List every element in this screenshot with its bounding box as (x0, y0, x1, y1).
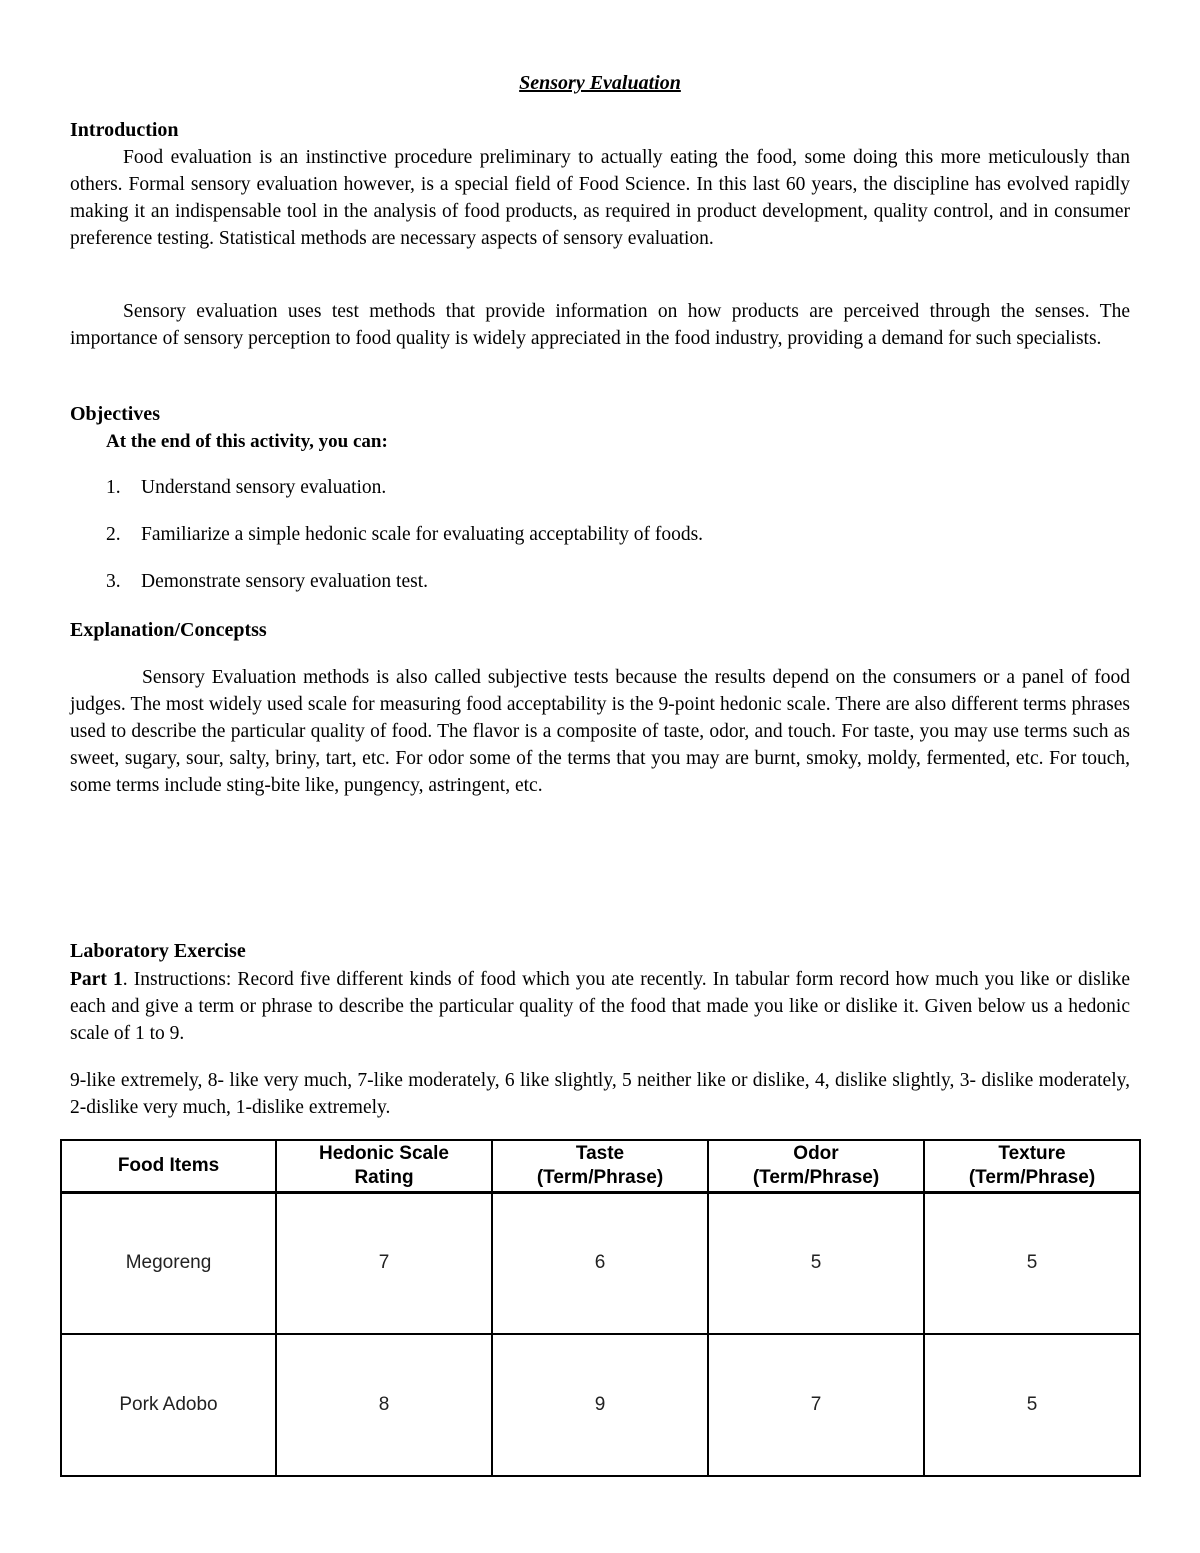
table-row (61, 1192, 1140, 1334)
objective-number: 1. (106, 477, 121, 498)
evaluation-table (60, 1139, 1141, 1477)
header-taste (492, 1140, 708, 1192)
lab-instructions (70, 966, 1130, 1047)
header-texture (924, 1140, 1140, 1192)
objectives-lead: At the end of this activity, you can: (106, 431, 388, 452)
objective-number: 2. (106, 524, 121, 545)
objective-item (106, 474, 386, 501)
header-text: Rating (354, 1166, 414, 1188)
cell-odor: 7 (708, 1334, 924, 1476)
header-hedonic-rating (276, 1140, 492, 1192)
header-food-items (61, 1140, 276, 1192)
objective-item (106, 521, 703, 548)
cell-texture: 5 (924, 1192, 1140, 1334)
introduction-heading: Introduction (70, 119, 179, 141)
header-text: Food Items (117, 1154, 220, 1176)
cell-food-item: Megoreng (61, 1192, 276, 1334)
cell-odor: 5 (708, 1192, 924, 1334)
header-odor (708, 1140, 924, 1192)
header-text: (Term/Phrase) (752, 1166, 880, 1188)
concepts-heading: Explanation/Conceptss (70, 619, 267, 641)
cell-texture: 5 (924, 1334, 1140, 1476)
header-text: Taste (575, 1142, 625, 1164)
table-row (61, 1334, 1140, 1476)
header-text: (Term/Phrase) (536, 1166, 664, 1188)
introduction-paragraph-1: Food evaluation is an instinctive procedure preliminary to actually eating the food, some doing this more meticulously than others. Formal sensory evaluation however, is a special field of Food Science. In this last 60 years, the discipline has evolved rapidly making it an indispensable tool in the analysis of food products, as required in product development, quality control, and in consumer preference testing. Statistical methods are necessary aspects of sensory evaluation. (70, 147, 1130, 249)
objective-text: Demonstrate sensory evaluation test. (141, 571, 429, 592)
lab-exercise-heading: Laboratory Exercise (70, 940, 246, 962)
cell-taste: 6 (492, 1192, 708, 1334)
header-text: Odor (793, 1142, 839, 1164)
introduction-paragraph-2: Sensory evaluation uses test methods that provide information on how products are perceived through the senses. The importance of sensory perception to food quality is widely appreciated in the food industry, providing a demand for such specialists. (70, 301, 1130, 349)
objectives-heading: Objectives (70, 403, 160, 425)
cell-hedonic-rating: 8 (276, 1334, 492, 1476)
cell-taste: 9 (492, 1334, 708, 1476)
header-text: Hedonic Scale (319, 1142, 449, 1164)
objective-number: 3. (106, 571, 121, 592)
cell-hedonic-rating: 7 (276, 1192, 492, 1334)
objective-text: Familiarize a simple hedonic scale for evaluating acceptability of foods. (141, 524, 704, 545)
objective-item (106, 568, 428, 595)
objective-text: Understand sensory evaluation. (141, 477, 387, 498)
concepts-paragraph: Sensory Evaluation methods is also called subjective tests because the results depend on the consumers or a panel of food judges. The most widely used scale for measuring food acceptability is the 9-point hedonic scale. There are also different terms phrases used to describe the particular quality of food. The flavor is a composite of taste, odor, and touch. For taste, you may use terms such as sweet, sugary, sour, salty, briny, tart, etc. For odor some of the terms that you may are burnt, smoky, moldy, fermented, etc. For touch, some terms include sting-bite like, pungency, astringent, etc. (70, 667, 1130, 796)
page-title: Sensory Evaluation (519, 72, 681, 94)
lab-instructions-text: . Instructions: Record five different kinds of food which you ate recently. In tabular form record how much you like or dislike each and give a term or phrase to describe the particular quality of the food that made you like or dislike it. Given below us a hedonic scale of 1 to 9. (70, 969, 1130, 1044)
cell-food-item: Pork Adobo (61, 1334, 276, 1476)
header-text: Texture (998, 1142, 1066, 1164)
part-label: Part 1 (70, 969, 123, 990)
hedonic-scale-text: 9-like extremely, 8- like very much, 7-like moderately, 6 like slightly, 5 neither like or dislike, 4, dislike slightly, 3- dislike moderately, 2-dislike very much, 1-dislike extremely. (70, 1070, 1130, 1118)
table-header-row (61, 1140, 1140, 1192)
header-text: (Term/Phrase) (968, 1166, 1096, 1188)
